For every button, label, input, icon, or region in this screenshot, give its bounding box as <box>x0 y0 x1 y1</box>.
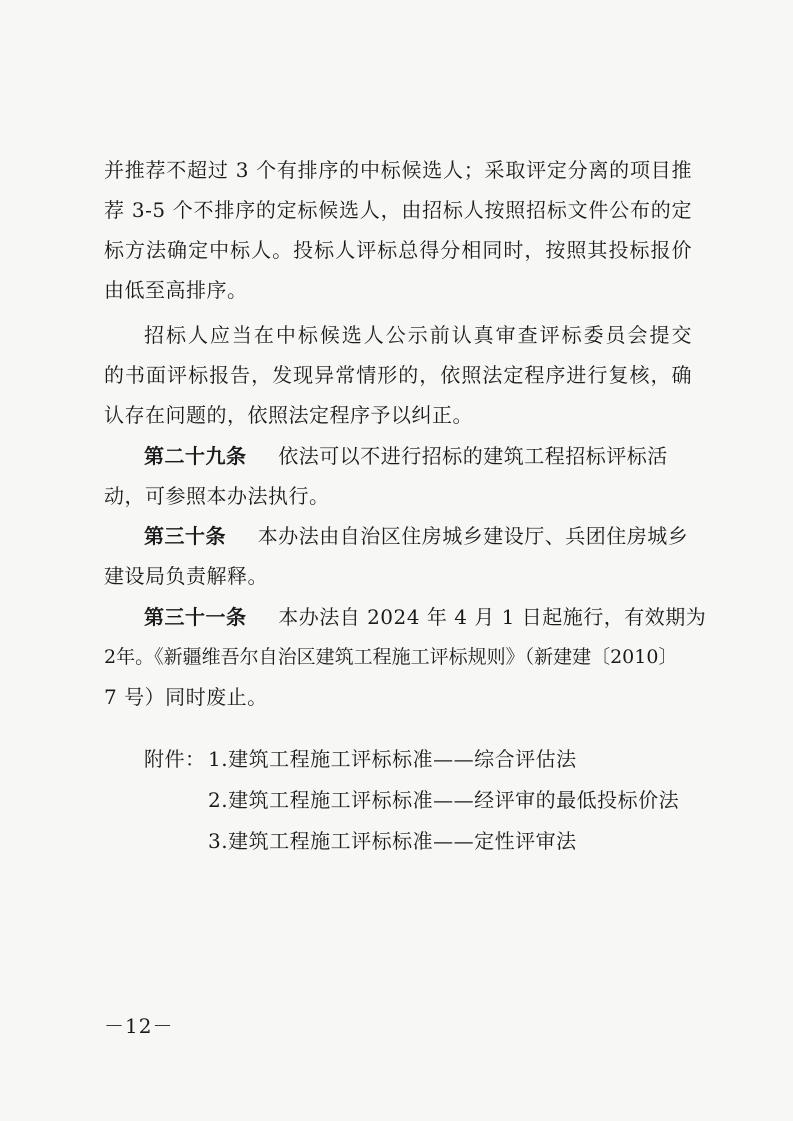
paragraph-line: 标方法确定中标人。投标人评标总得分相同时，按照其投标报价 <box>104 238 692 262</box>
paragraph-line: 的书面评标报告，发现异常情形的，依照法定程序进行复核，确 <box>104 363 692 387</box>
paragraph-line: 建设局负责解释。 <box>104 564 268 588</box>
article-text: 依法可以不进行招标的建筑工程招标评标活 <box>278 444 668 468</box>
paragraph-line: 动，可参照本办法执行。 <box>104 484 330 508</box>
paragraph-line: 认存在问题的，依照法定程序予以纠正。 <box>104 403 473 427</box>
paragraph-line: 2年。《新疆维吾尔自治区建筑工程施工评标规则》（新建建〔2010〕 <box>104 646 678 668</box>
paragraph-line: 招标人应当在中标候选人公示前认真审查评标委员会提交 <box>144 323 692 347</box>
article-text: 本办法由自治区住房城乡建设厅、兵团住房城乡 <box>257 524 689 548</box>
article-heading: 第三十一条 <box>144 605 247 629</box>
article-heading: 第三十条 <box>144 524 226 548</box>
page-number: －12－ <box>104 1014 174 1038</box>
article-30-first-line <box>144 522 688 550</box>
article-31-first-line <box>144 603 706 631</box>
attachment-item: 1.建筑工程施工评标标准——综合评估法 <box>208 747 577 771</box>
paragraph-line: 7 号）同时废止。 <box>104 685 268 709</box>
attachments-label: 附件： <box>144 747 206 771</box>
article-text: 本办法自 2024 年 4 月 1 日起施行，有效期为 <box>278 605 707 629</box>
article-heading: 第二十九条 <box>144 444 247 468</box>
article-29-first-line <box>144 442 668 470</box>
paragraph-line: 荐 3-5 个不排序的定标候选人，由招标人按照招标文件公布的定 <box>104 198 692 222</box>
paragraph-line: 由低至高排序。 <box>104 278 248 302</box>
attachment-item: 3.建筑工程施工评标标准——定性评审法 <box>208 829 577 853</box>
paragraph-line: 并推荐不超过 3 个有排序的中标候选人；采取评定分离的项目推 <box>104 158 692 182</box>
attachment-item: 2.建筑工程施工评标标准——经评审的最低投标价法 <box>208 788 680 812</box>
